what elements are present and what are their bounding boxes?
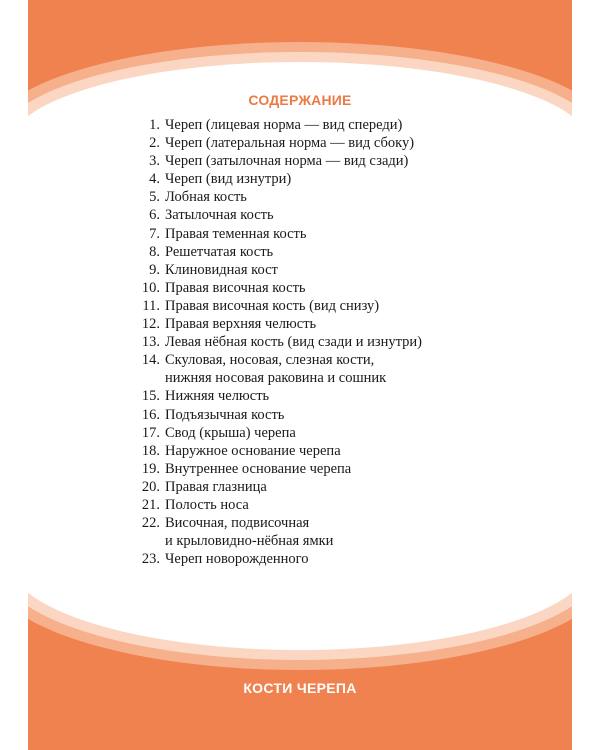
toc-item — [118, 424, 422, 442]
toc-item — [118, 243, 422, 261]
toc-item-number: 8. — [149, 243, 160, 260]
toc-item-text: Череп (лицевая норма — вид спереди) — [165, 117, 403, 133]
toc-item-number: 15. — [141, 388, 160, 405]
toc-item-number: 3. — [149, 153, 160, 170]
toc-item-text: Височная, подвисочная и крыловидно-нёбная ямки — [165, 515, 334, 550]
toc-item-number: 14. — [141, 352, 160, 369]
footer-title: КОСТИ ЧЕРЕПА — [243, 680, 357, 696]
toc-item — [118, 514, 422, 550]
toc-item-text: Лобная кость — [165, 189, 247, 206]
toc-item-number: 2. — [149, 135, 160, 152]
toc-item-text: Полость носа — [165, 496, 249, 513]
toc-item-text: Свод (крыша) черепа — [165, 424, 296, 441]
toc-item-number: 9. — [149, 261, 160, 278]
toc-item — [118, 478, 422, 496]
toc-item-number: 22. — [141, 515, 160, 532]
toc-item-text: Нижняя челюсть — [165, 388, 270, 405]
toc-item-number: 6. — [149, 207, 160, 224]
toc-item-text: Правая теменная кость — [165, 225, 307, 242]
toc-item-number: 20. — [141, 478, 160, 495]
toc-item-number: 16. — [141, 406, 160, 423]
toc-item — [118, 225, 422, 243]
toc-item — [118, 188, 422, 206]
toc-item — [118, 550, 422, 568]
toc-item — [118, 406, 422, 424]
toc-item-text: Правая верхняя челюсть — [165, 316, 317, 333]
toc-item-text: Решетчатая кость — [165, 243, 274, 260]
toc-item — [118, 170, 422, 188]
toc-item — [118, 351, 422, 387]
toc-item — [118, 333, 422, 351]
toc-item-number: 21. — [141, 496, 160, 513]
toc-item — [118, 206, 422, 224]
toc-item-number: 7. — [149, 225, 160, 242]
toc-item-number: 18. — [141, 442, 160, 459]
toc-item-number: 5. — [149, 189, 160, 206]
toc-item-text: Затылочная кость — [165, 207, 274, 224]
toc-item — [118, 134, 422, 152]
toc-item-number: 23. — [141, 551, 160, 568]
toc-item-text: Череп (затылочная норма — вид сзади) — [165, 153, 409, 170]
toc-item-text: Череп новорожденного — [165, 551, 309, 568]
toc-item — [118, 315, 422, 333]
toc-item-text: Внутреннее основание черепа — [165, 460, 352, 477]
toc-item — [118, 297, 422, 315]
toc-item-text: Правая височная кость — [165, 279, 306, 296]
toc-item-text: Череп (вид изнутри) — [165, 171, 292, 188]
toc-item — [118, 152, 422, 170]
toc-item — [118, 460, 422, 478]
toc-item-text: Наружное основание черепа — [165, 442, 341, 459]
toc-item-text: Правая глазница — [165, 478, 267, 495]
toc-item-text: Подъязычная кость — [165, 406, 285, 423]
toc-item-text: Правая височная кость (вид снизу) — [165, 297, 380, 314]
toc-item — [118, 387, 422, 405]
toc-item-number: 11. — [142, 297, 160, 314]
toc-item — [118, 261, 422, 279]
toc-item-number: 12. — [141, 316, 160, 333]
toc-item-number: 19. — [141, 460, 160, 477]
toc-item-text: Клиновидная кост — [165, 261, 278, 278]
toc-item — [118, 279, 422, 297]
toc-item-number: 17. — [141, 424, 160, 441]
toc-item-number: 1. — [149, 117, 160, 133]
toc-title: СОДЕРЖАНИЕ — [248, 92, 352, 108]
toc-item-text: Левая нёбная кость (вид сзади и изнутри) — [165, 334, 422, 351]
toc-item-number: 10. — [141, 279, 160, 296]
toc-item-text: Череп (латеральная норма — вид сбоку) — [165, 135, 415, 152]
toc-item-number: 13. — [141, 334, 160, 351]
toc-item — [118, 496, 422, 514]
toc-item-text: Скуловая, носовая, слезная кости, нижняя носовая раковина и сошник — [165, 352, 387, 387]
toc-item — [118, 442, 422, 460]
toc-item — [118, 116, 422, 134]
toc-item-number: 4. — [149, 171, 160, 188]
toc-list — [118, 116, 422, 568]
